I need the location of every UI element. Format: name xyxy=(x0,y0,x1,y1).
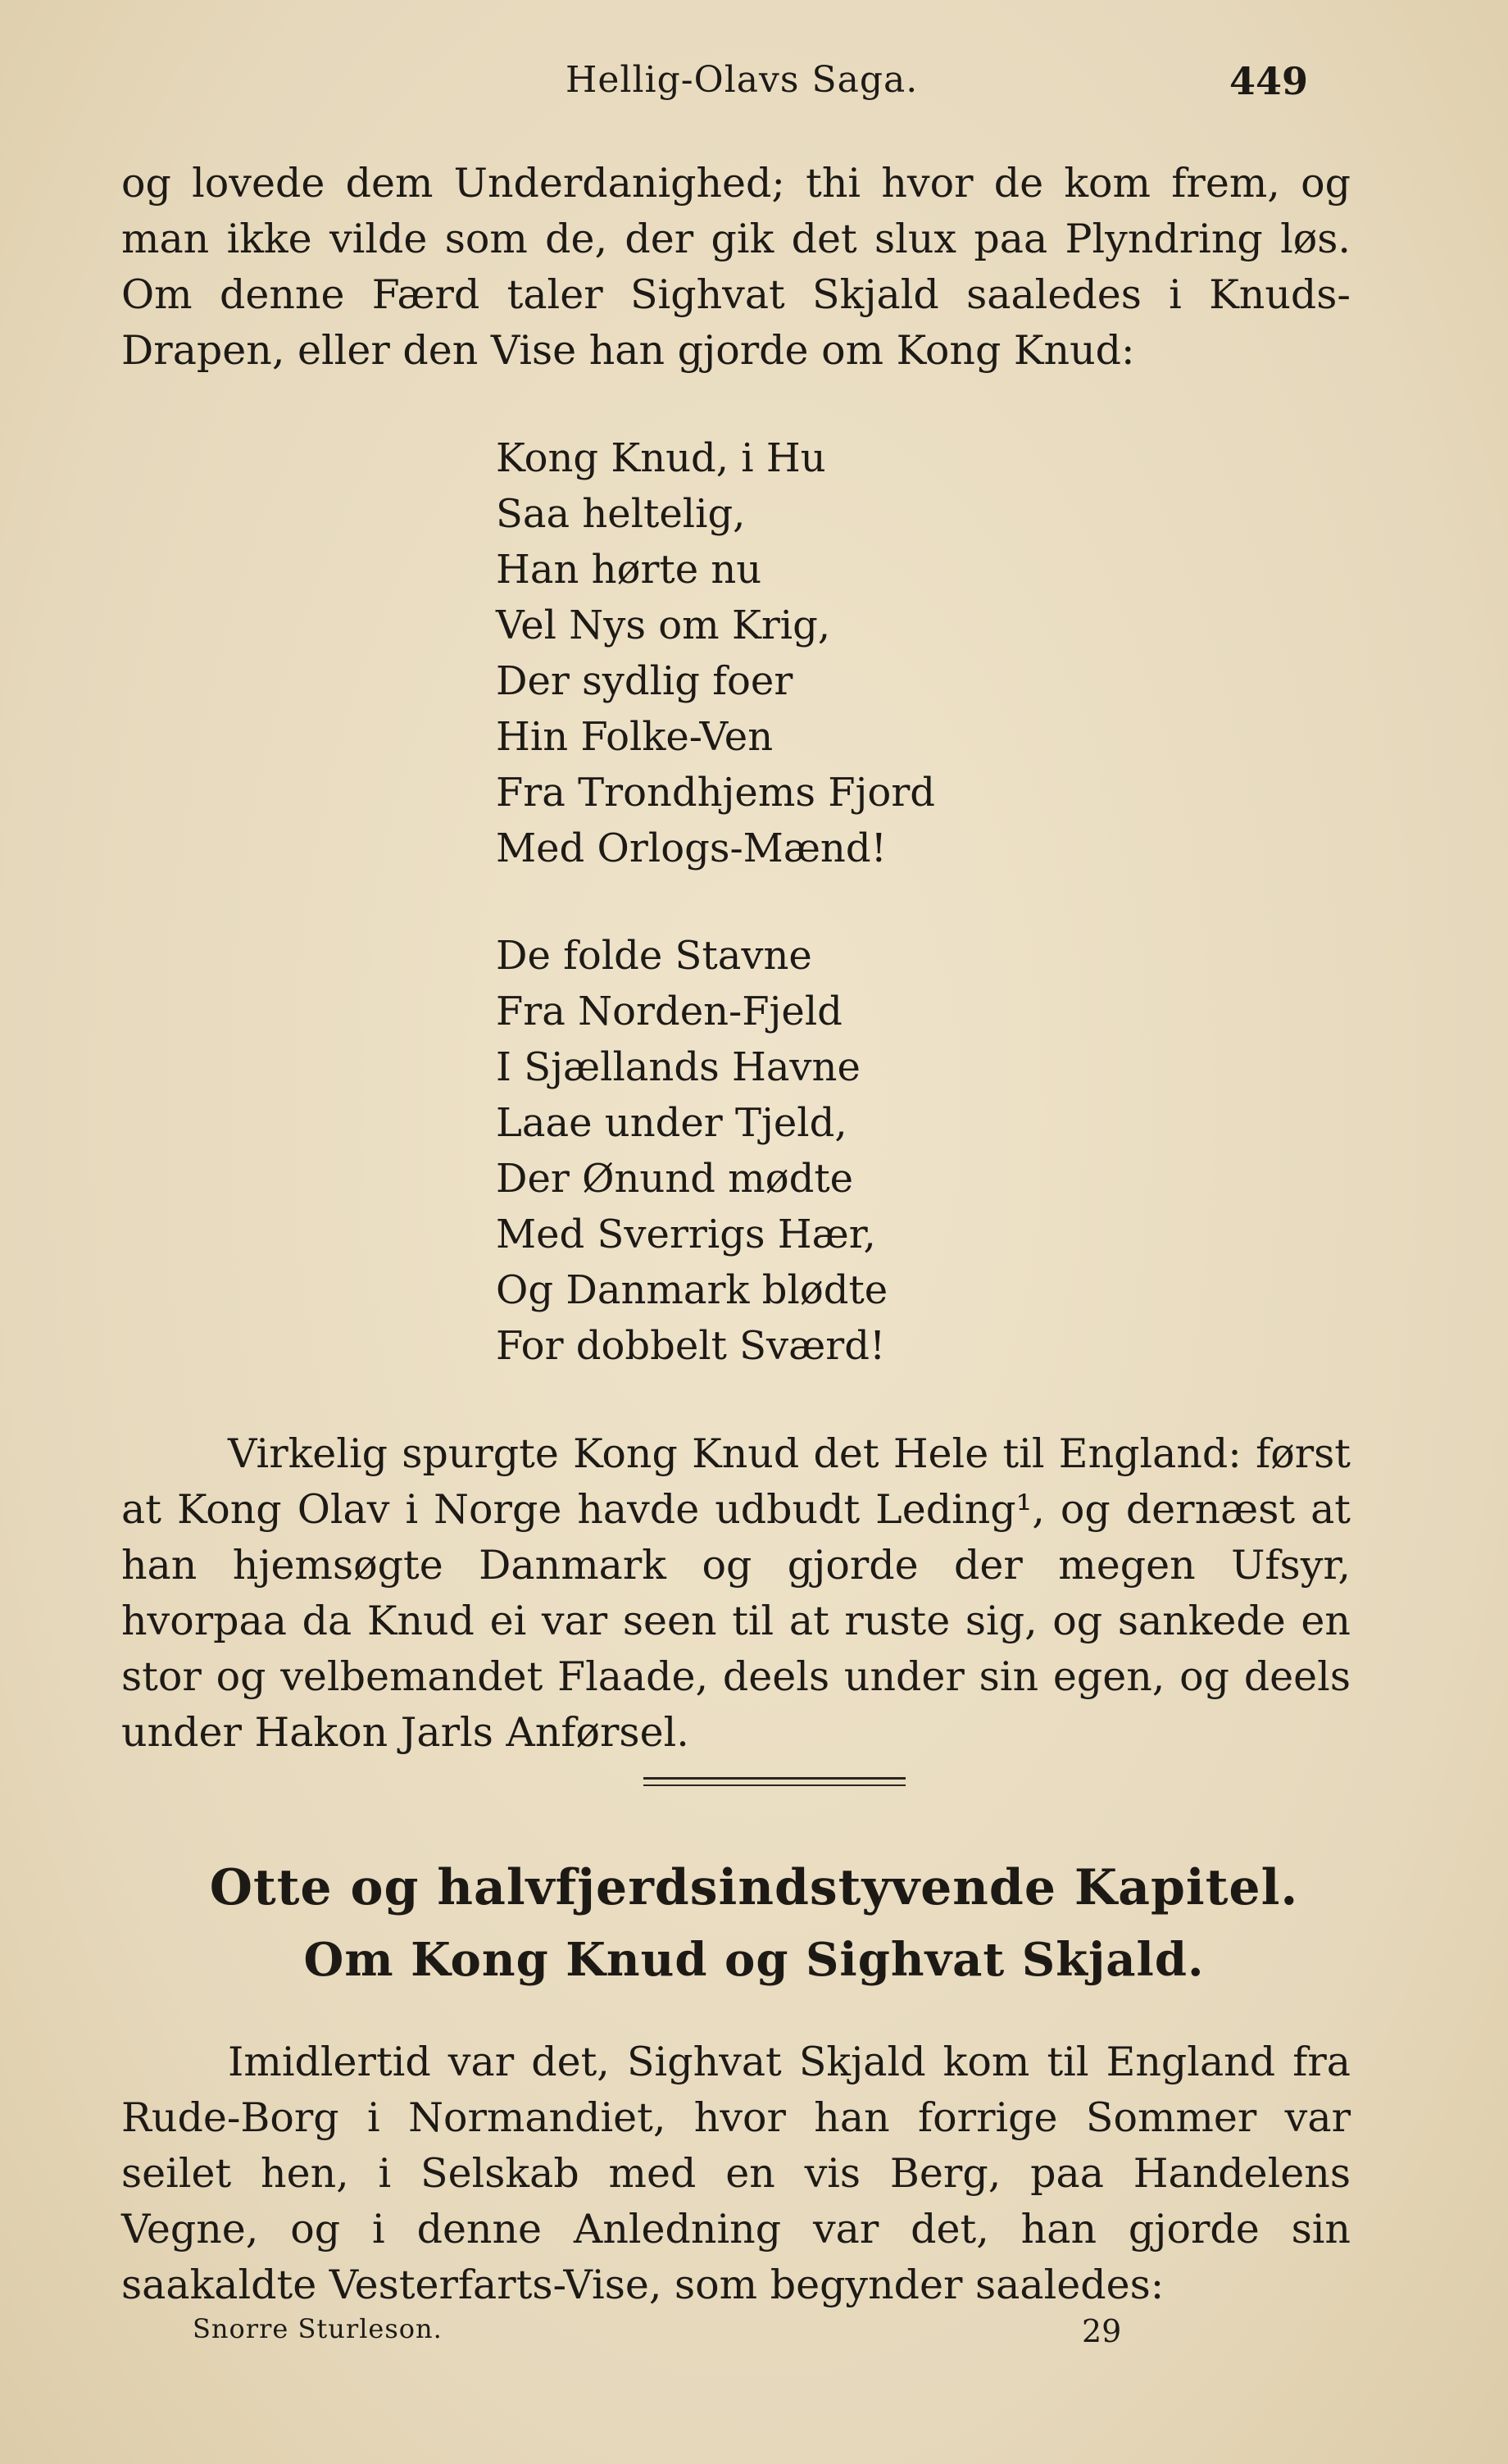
verse-line: Med Orlogs-Mænd! xyxy=(496,825,887,871)
running-title: Hellig-Olavs Saga. xyxy=(566,59,919,101)
page-header xyxy=(0,59,1508,116)
page-number: 449 xyxy=(1229,59,1309,103)
divider-line xyxy=(643,1777,906,1780)
sheet-number: 29 xyxy=(1082,2313,1122,2349)
verse-line: Hin Folke-Ven xyxy=(496,714,774,760)
paragraph-2-text: Virkelig spurgte Kong Knud det Hele til England: først at Kong Olav i Norge havde udbudt Leding¹, og dernæst at han hjemsøgte Danmark og gjorde der megen Ufsyr, hvorpaa da Knud ei var seen til at ruste sig, og sankede en stor og velbemandet Flaade, deels under sin egen, og deels under Hakon Jarls Anførsel. xyxy=(121,1430,1351,1756)
verse-line: Der Ønund mødte xyxy=(496,1156,854,1202)
verse-line: Der sydlig foer xyxy=(496,658,793,704)
chapter-title: Otte og halvfjerdsindstyvende Kapitel. xyxy=(209,1859,1299,1916)
verse-line: Vel Nys om Krig, xyxy=(496,602,831,648)
verse-line: De folde Stavne xyxy=(496,933,812,979)
verse-stanza-2 xyxy=(496,928,1233,1374)
verse-line: Og Danmark blødte xyxy=(496,1267,888,1313)
intro-paragraph xyxy=(121,156,1351,379)
page-footer xyxy=(0,2313,1508,2362)
chapter-subtitle: Om Kong Knud og Sighvat Skjald. xyxy=(303,1933,1205,1987)
verse-line: Fra Norden-Fjeld xyxy=(496,989,843,1034)
divider-line xyxy=(643,1784,906,1786)
verse-line: For dobbelt Sværd! xyxy=(496,1323,886,1369)
verse-stanza-1 xyxy=(496,430,1233,876)
intro-text: og lovede dem Underdanighed; thi hvor de kom frem, og man ikke vilde som de, der gik det slux paa Plyndring løs. Om denne Færd taler Sighvat Skjald saaledes i Knuds-Drapen, eller den Vise han gjorde om Kong Knud: xyxy=(121,160,1351,374)
verse-line: I Sjællands Havne xyxy=(496,1044,861,1090)
verse-line: Han hørte nu xyxy=(496,547,762,593)
verse-line: Med Sverrigs Hær, xyxy=(496,1212,876,1257)
paragraph-3 xyxy=(121,2034,1351,2313)
verse-line: Kong Knud, i Hu xyxy=(496,435,826,481)
paragraph-3-text: Imidlertid var det, Sighvat Skjald kom til England fra Rude-Borg i Normandiet, hvor han forrige Sommer var seilet hen, i Selskab med en vis Berg, paa Handelens Vegne, og i denne Anledning var det, han gjorde sin saakaldte Vesterfarts-Vise, som begynder saaledes: xyxy=(121,2039,1351,2308)
paragraph-2 xyxy=(121,1426,1351,1761)
section-divider xyxy=(643,1777,906,1791)
verse-line: Fra Trondhjems Fjord xyxy=(496,770,935,816)
signature-mark: Snorre Sturleson. xyxy=(193,2313,443,2344)
verse-line: Laae under Tjeld, xyxy=(496,1100,847,1146)
verse-line: Saa heltelig, xyxy=(496,491,746,537)
